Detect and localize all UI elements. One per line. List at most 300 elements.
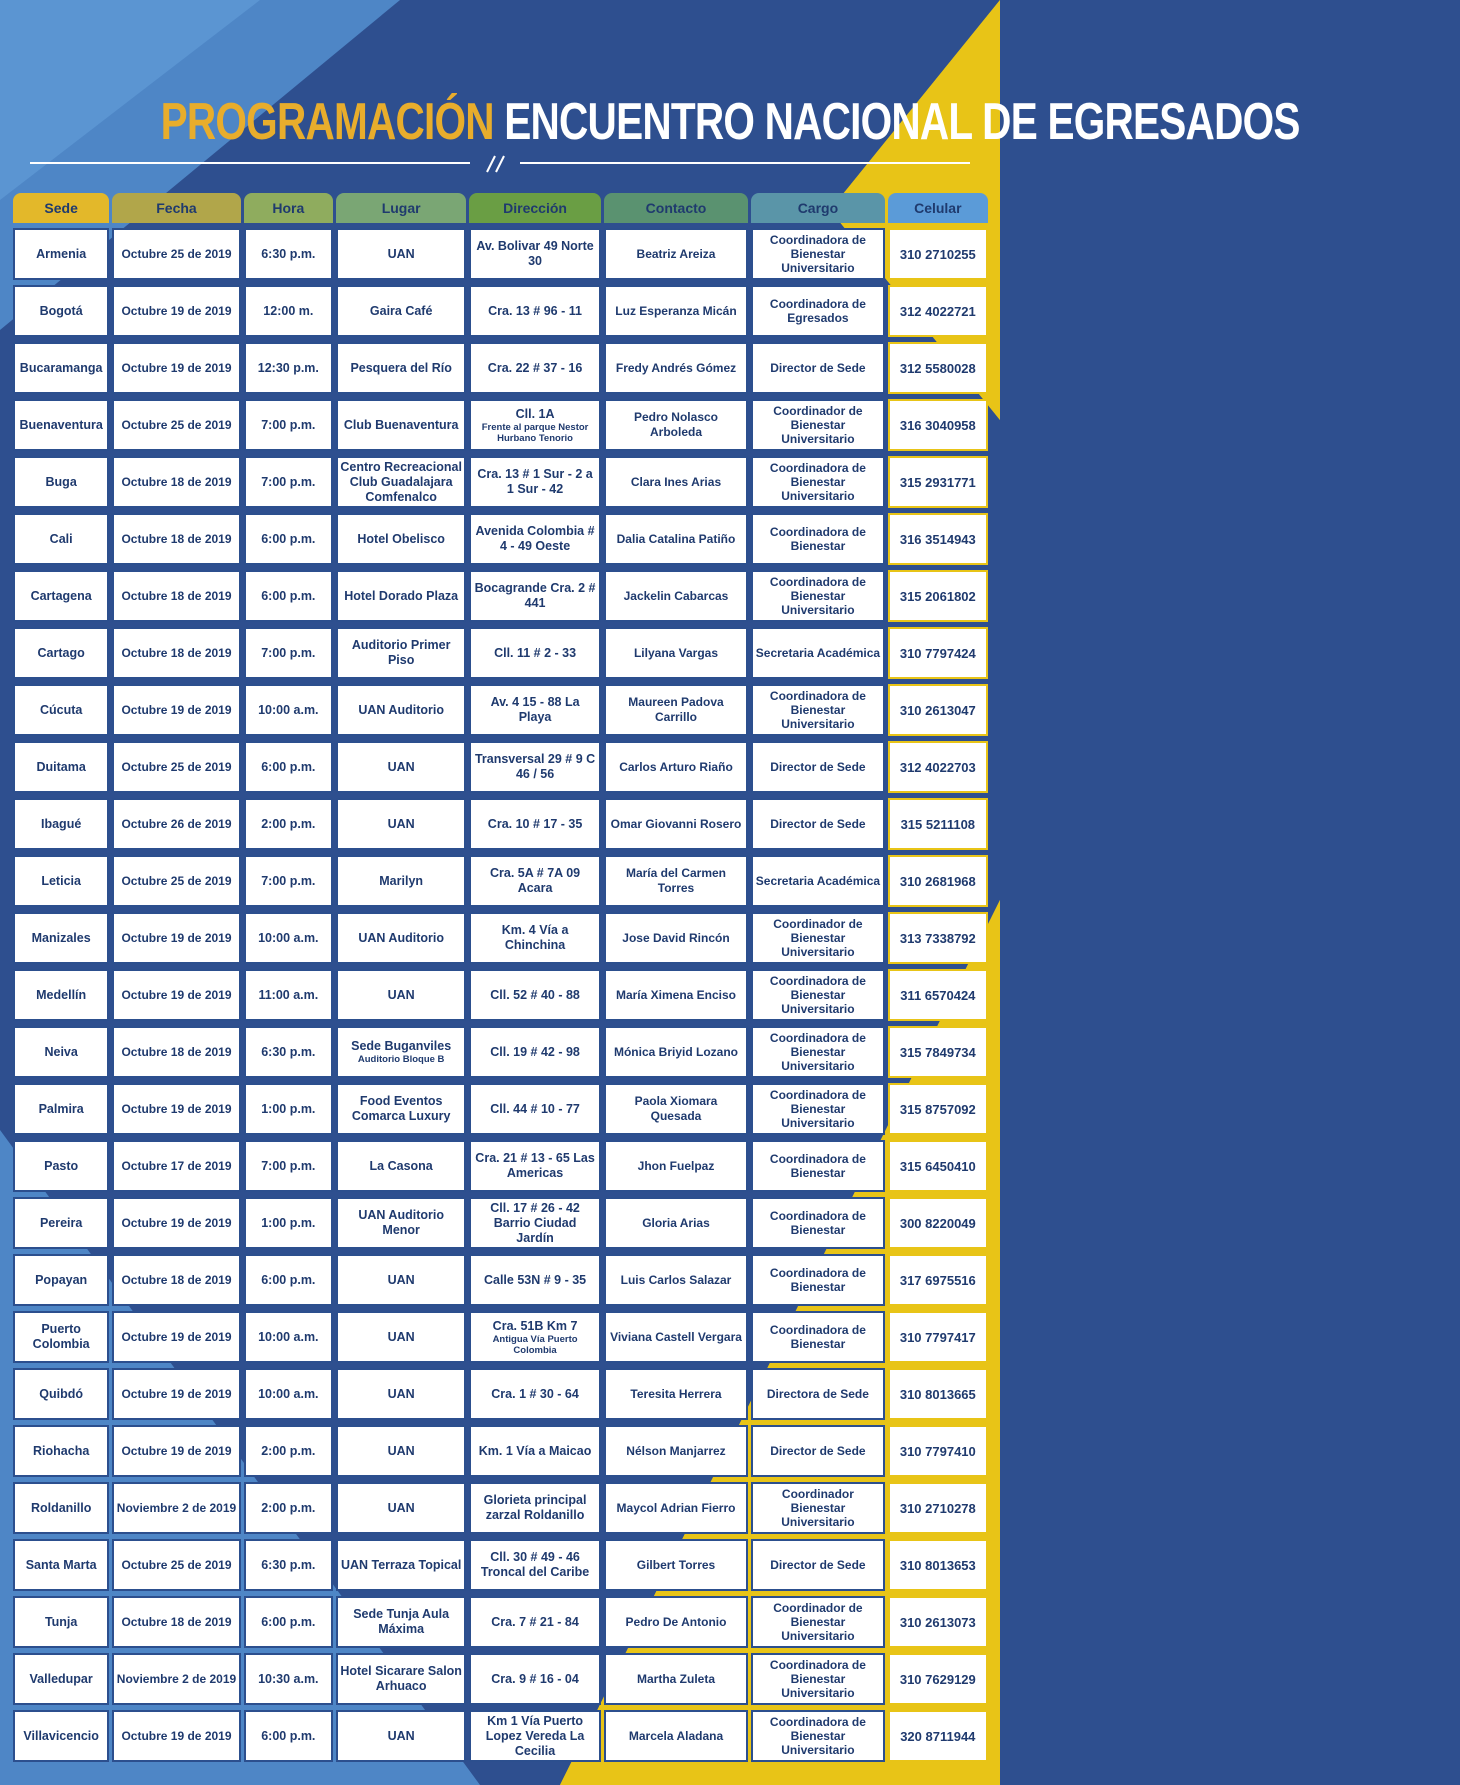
cell-hora [244, 1653, 333, 1705]
cell-celular-text: 313 7338792 [899, 930, 976, 946]
cell-lugar-text: UAN [387, 1728, 415, 1743]
cell-contacto-text: Omar Giovanni Rosero [610, 816, 742, 831]
cell-cargo-text: Coordinadora de Bienestar Universitario [769, 689, 866, 731]
cell-direccion-text: Cll. 1A [515, 406, 555, 421]
table-row [13, 399, 988, 451]
cell-direccion-text: Cll. 17 # 26 - 42 Barrio Ciudad Jardín [490, 1200, 580, 1245]
cell-direccion [469, 1311, 600, 1363]
cell-celular [888, 1026, 988, 1078]
cell-lugar-text: UAN [387, 816, 415, 831]
cell-cargo-text: Secretaria Académica [755, 646, 881, 660]
cell-direccion [469, 456, 600, 508]
cell-sede-text: Valledupar [29, 1671, 93, 1686]
cell-hora-text: 10:00 a.m. [258, 930, 319, 945]
cell-direccion-text: Cll. 11 # 2 - 33 [494, 645, 577, 660]
cell-lugar-text: Sede Buganviles [351, 1039, 452, 1053]
cell-cargo [751, 513, 884, 565]
cell-lugar-text: UAN [387, 1500, 415, 1515]
cell-direccion [469, 912, 600, 964]
cell-direccion-text: Cra. 7 # 21 - 84 [491, 1614, 579, 1629]
table-row [13, 1140, 988, 1192]
cell-lugar-text: UAN Auditorio [358, 930, 444, 945]
cell-cargo-text: Directora de Sede [766, 1387, 869, 1401]
cell-contacto [604, 798, 748, 850]
cell-sede [13, 912, 109, 964]
cell-lugar [336, 1596, 466, 1648]
cell-sede [13, 228, 109, 280]
cell-fecha [112, 1482, 240, 1534]
cell-hora [244, 1425, 333, 1477]
cell-cargo [751, 1710, 884, 1762]
cell-cargo [751, 1197, 884, 1249]
table-row [13, 684, 988, 736]
table-row [13, 798, 988, 850]
cell-hora-text: 12:30 p.m. [257, 360, 319, 375]
cell-contacto-text: Luis Carlos Salazar [620, 1272, 732, 1287]
cell-contacto [604, 456, 748, 508]
table-row [13, 456, 988, 508]
cell-lugar-text: UAN Auditorio [358, 702, 444, 717]
cell-lugar [336, 1311, 466, 1363]
table-row [13, 741, 988, 793]
cell-fecha [112, 1710, 240, 1762]
cell-hora [244, 1596, 333, 1648]
cell-sede [13, 1539, 109, 1591]
cell-cargo-text: Coordinadora de Bienestar [769, 1323, 866, 1351]
cell-fecha-text: Octubre 19 de 2019 [121, 930, 232, 945]
cell-sede-text: Buenaventura [19, 417, 103, 432]
cell-hora-text: 1:00 p.m. [261, 1101, 316, 1116]
cell-hora [244, 1140, 333, 1192]
cell-fecha-text: Octubre 18 de 2019 [121, 531, 232, 546]
cell-direccion [469, 1083, 600, 1135]
page-title [0, 92, 1300, 152]
cell-celular-text: 310 7797417 [899, 1329, 976, 1345]
cell-sede-text: Popayan [35, 1272, 88, 1287]
cell-contacto-text: Jackelin Cabarcas [623, 588, 729, 603]
cell-hora [244, 1197, 333, 1249]
cell-fecha [112, 1653, 240, 1705]
column-header-sede: Sede [13, 193, 109, 223]
cell-contacto [604, 1254, 748, 1306]
table-row [13, 1026, 988, 1078]
cell-fecha-text: Octubre 19 de 2019 [121, 1386, 232, 1401]
cell-fecha [112, 1083, 240, 1135]
cell-cargo-text: Coordinadora de Bienestar Universitario [769, 461, 866, 503]
cell-fecha-text: Octubre 19 de 2019 [121, 1329, 232, 1344]
cell-lugar [336, 1425, 466, 1477]
cell-cargo [751, 399, 884, 451]
cell-celular [888, 741, 988, 793]
cell-lugar-text: Club Buenaventura [343, 417, 459, 432]
cell-sede [13, 1140, 109, 1192]
cell-celular [888, 1083, 988, 1135]
cell-direccion [469, 570, 600, 622]
table-row [13, 228, 988, 280]
cell-hora-text: 6:30 p.m. [261, 1044, 316, 1059]
schedule-table-container [13, 188, 988, 1767]
cell-contacto-text: María Ximena Enciso [615, 987, 737, 1002]
cell-cargo [751, 855, 884, 907]
cell-lugar [336, 1083, 466, 1135]
cell-lugar [336, 684, 466, 736]
cell-contacto [604, 684, 748, 736]
cell-contacto-text: Pedro Nolasco Arboleda [633, 410, 718, 439]
cell-direccion [469, 1425, 600, 1477]
table-row [13, 342, 988, 394]
cell-celular [888, 1653, 988, 1705]
cell-lugar [336, 285, 466, 337]
cell-direccion [469, 798, 600, 850]
cell-sede-text: Ibagué [41, 816, 82, 831]
cell-contacto-text: Fredy Andrés Gómez [615, 360, 737, 375]
cell-lugar [336, 741, 466, 793]
cell-lugar-text: UAN Terraza Topical [340, 1557, 462, 1572]
table-row [13, 1710, 988, 1762]
cell-hora-text: 6:00 p.m. [261, 1614, 316, 1629]
cell-celular [888, 912, 988, 964]
cell-hora [244, 285, 333, 337]
cell-lugar [336, 1539, 466, 1591]
cell-fecha [112, 513, 240, 565]
cell-lugar [336, 969, 466, 1021]
cell-hora-text: 6:00 p.m. [261, 1272, 316, 1287]
cell-sede [13, 741, 109, 793]
cell-fecha [112, 456, 240, 508]
cell-direccion [469, 1254, 600, 1306]
table-row [13, 513, 988, 565]
cell-lugar [336, 855, 466, 907]
cell-cargo-text: Coordinadora de Bienestar [769, 1266, 866, 1294]
cell-lugar-text: Centro Recreacional Club Guadalajara Comfenalco [340, 459, 462, 504]
cell-hora-text: 7:00 p.m. [261, 645, 316, 660]
column-header-fecha: Fecha [112, 193, 240, 223]
cell-cargo [751, 1254, 884, 1306]
cell-lugar-text: Sede Tunja Aula Máxima [353, 1607, 450, 1636]
cell-fecha [112, 1539, 240, 1591]
cell-hora-text: 6:00 p.m. [261, 588, 316, 603]
cell-lugar [336, 456, 466, 508]
cell-fecha [112, 1197, 240, 1249]
cell-hora-text: 6:00 p.m. [261, 1728, 316, 1743]
cell-hora [244, 969, 333, 1021]
table-row [13, 570, 988, 622]
cell-fecha [112, 1026, 240, 1078]
cell-fecha-text: Octubre 18 de 2019 [121, 1272, 232, 1287]
cell-direccion-text: Cra. 5A # 7A 09 Acara [490, 866, 581, 895]
cell-celular-text: 315 2931771 [899, 474, 976, 490]
cell-sede [13, 1311, 109, 1363]
cell-celular-text: 300 8220049 [899, 1215, 976, 1231]
cell-sede-text: Leticia [41, 873, 81, 888]
cell-direccion [469, 741, 600, 793]
cell-contacto-text: Gilbert Torres [636, 1557, 716, 1572]
cell-sede-text: Cartagena [30, 588, 92, 603]
cell-celular-text: 311 6570424 [900, 987, 976, 1003]
cell-hora-text: 2:00 p.m. [261, 1500, 316, 1515]
cell-sede [13, 627, 109, 679]
cell-fecha [112, 1140, 240, 1192]
cell-fecha-text: Octubre 19 de 2019 [121, 1215, 232, 1230]
cell-fecha-text: Octubre 17 de 2019 [121, 1158, 232, 1173]
cell-cargo-text: Director de Sede [770, 1558, 866, 1572]
cell-lugar [336, 513, 466, 565]
cell-contacto [604, 741, 748, 793]
cell-contacto [604, 399, 748, 451]
cell-lugar-text: Auditorio Primer Piso [351, 638, 451, 667]
cell-cargo-text: Coordinadora de Bienestar Universitario [769, 233, 866, 275]
cell-contacto [604, 513, 748, 565]
cell-hora [244, 1026, 333, 1078]
cell-direccion [469, 1026, 600, 1078]
cell-cargo-text: Director de Sede [770, 817, 866, 831]
cell-sede [13, 342, 109, 394]
cell-lugar-text: La Casona [369, 1158, 433, 1173]
cell-direccion [469, 1197, 600, 1249]
cell-cargo-text: Coordinadora de Bienestar Universitario [769, 1031, 866, 1073]
cell-cargo [751, 684, 884, 736]
cell-sede-text: Bogotá [39, 303, 83, 318]
cell-sede-text: Cúcuta [39, 702, 83, 717]
cell-celular [888, 855, 988, 907]
cell-fecha-text: Octubre 26 de 2019 [121, 816, 232, 831]
cell-celular [888, 684, 988, 736]
cell-contacto [604, 627, 748, 679]
cell-direccion [469, 1368, 600, 1420]
cell-fecha-text: Octubre 19 de 2019 [121, 1101, 232, 1116]
cell-direccion [469, 399, 600, 451]
cell-hora-text: 6:00 p.m. [261, 531, 316, 546]
cell-hora [244, 228, 333, 280]
cell-sede-text: Roldanillo [30, 1500, 92, 1515]
cell-sede-text: Tunja [44, 1614, 78, 1629]
cell-direccion [469, 1482, 600, 1534]
cell-cargo [751, 912, 884, 964]
cell-celular-text: 310 7629129 [899, 1671, 976, 1687]
cell-hora-text: 7:00 p.m. [261, 417, 316, 432]
table-row [13, 1425, 988, 1477]
cell-contacto-text: Mónica Briyid Lozano [613, 1044, 738, 1059]
cell-celular [888, 1425, 988, 1477]
cell-contacto [604, 969, 748, 1021]
cell-hora-text: 7:00 p.m. [261, 474, 316, 489]
cell-direccion-text: Calle 53N # 9 - 35 [483, 1272, 587, 1287]
cell-direccion-text: Cra. 22 # 37 - 16 [487, 360, 583, 375]
cell-celular [888, 1596, 988, 1648]
cell-celular-text: 316 3040958 [899, 417, 976, 433]
cell-celular [888, 228, 988, 280]
cell-lugar-text: Pesquera del Río [350, 360, 452, 375]
cell-celular-text: 312 5580028 [899, 360, 976, 376]
cell-sede-text: Pereira [39, 1215, 83, 1230]
cell-celular [888, 1254, 988, 1306]
cell-celular-text: 312 4022703 [899, 759, 976, 775]
cell-celular-text: 310 2613047 [899, 702, 976, 718]
cell-celular [888, 1482, 988, 1534]
cell-fecha-text: Octubre 18 de 2019 [121, 1044, 232, 1059]
cell-fecha [112, 798, 240, 850]
cell-contacto-text: Dalia Catalina Patiño [616, 531, 736, 546]
cell-cargo-text: Coordinadora de Bienestar Universitario [769, 1715, 866, 1757]
cell-cargo-text: Coordinadora de Bienestar [769, 1209, 866, 1237]
cell-lugar [336, 1026, 466, 1078]
cell-direccion-text: Cll. 19 # 42 - 98 [490, 1044, 580, 1059]
cell-hora-text: 6:00 p.m. [261, 759, 316, 774]
cell-celular-text: 310 2681968 [899, 873, 976, 889]
cell-fecha [112, 399, 240, 451]
cell-fecha-text: Octubre 18 de 2019 [121, 474, 232, 489]
cell-contacto-text: Martha Zuleta [636, 1671, 715, 1686]
title-underline-right [520, 162, 970, 164]
cell-cargo-text: Secretaria Académica [755, 874, 881, 888]
title-main: ENCUENTRO NACIONAL DE EGRESADOS [493, 93, 1300, 151]
cell-fecha [112, 1368, 240, 1420]
cell-celular [888, 1539, 988, 1591]
cell-celular-text: 310 2613073 [899, 1614, 976, 1630]
cell-contacto [604, 912, 748, 964]
cell-celular-text: 310 7797424 [899, 645, 976, 661]
cell-sede-text: Quibdó [39, 1386, 84, 1401]
cell-fecha-text: Octubre 19 de 2019 [121, 987, 232, 1002]
cell-hora [244, 1254, 333, 1306]
cell-contacto-text: Marcela Aladana [628, 1728, 724, 1743]
cell-sede-text: Bucaramanga [19, 360, 103, 375]
table-row [13, 1596, 988, 1648]
cell-fecha-text: Octubre 19 de 2019 [121, 303, 232, 318]
schedule-table [10, 188, 991, 1767]
cell-direccion-text: Cra. 10 # 17 - 35 [487, 816, 583, 831]
cell-cargo [751, 570, 884, 622]
cell-hora [244, 513, 333, 565]
column-header-direcci-n: Dirección [469, 193, 600, 223]
cell-contacto [604, 1026, 748, 1078]
cell-direccion-subtext: Antigua Vía Puerto Colombia [492, 1333, 578, 1356]
cell-direccion-text: Cra. 1 # 30 - 64 [491, 1386, 579, 1401]
cell-lugar [336, 1482, 466, 1534]
cell-celular [888, 570, 988, 622]
cell-direccion-text: Av. Bolivar 49 Norte 30 [476, 239, 594, 268]
cell-fecha [112, 1425, 240, 1477]
cell-hora [244, 456, 333, 508]
cell-hora-text: 7:00 p.m. [261, 1158, 316, 1173]
cell-lugar-text: UAN [387, 759, 415, 774]
cell-sede [13, 570, 109, 622]
cell-cargo-text: Coordinador de Bienestar Universitario [773, 404, 863, 446]
cell-cargo [751, 741, 884, 793]
cell-hora [244, 399, 333, 451]
cell-hora [244, 855, 333, 907]
column-header-contacto: Contacto [604, 193, 748, 223]
cell-sede-text: Buga [45, 474, 77, 489]
cell-fecha [112, 1596, 240, 1648]
cell-lugar-text: UAN [387, 1386, 415, 1401]
cell-fecha-text: Octubre 25 de 2019 [121, 873, 232, 888]
cell-direccion-text: Av. 4 15 - 88 La Playa [490, 695, 580, 724]
cell-celular-text: 310 8013665 [899, 1386, 976, 1402]
cell-sede-text: Villavicencio [23, 1728, 99, 1743]
table-row [13, 1311, 988, 1363]
cell-lugar [336, 1197, 466, 1249]
cell-cargo [751, 285, 884, 337]
cell-celular-text: 310 2710278 [899, 1500, 976, 1516]
cell-direccion [469, 1596, 600, 1648]
column-header-celular: Celular [888, 193, 988, 223]
cell-hora-text: 6:30 p.m. [261, 246, 316, 261]
cell-sede [13, 399, 109, 451]
cell-sede [13, 1368, 109, 1420]
cell-sede-text: Manizales [31, 930, 91, 945]
cell-sede [13, 798, 109, 850]
cell-fecha [112, 342, 240, 394]
cell-contacto [604, 570, 748, 622]
table-row [13, 1482, 988, 1534]
cell-hora [244, 684, 333, 736]
cell-celular-text: 310 7797410 [899, 1443, 976, 1459]
table-row [13, 1539, 988, 1591]
cell-contacto [604, 228, 748, 280]
cell-fecha-text: Octubre 18 de 2019 [121, 588, 232, 603]
cell-lugar [336, 798, 466, 850]
cell-sede [13, 1254, 109, 1306]
cell-fecha-text: Octubre 25 de 2019 [121, 246, 232, 261]
cell-direccion [469, 1710, 600, 1762]
cell-cargo-text: Coordinadora de Bienestar Universitario [769, 974, 866, 1016]
cell-contacto-text: Jhon Fuelpaz [637, 1158, 715, 1173]
cell-lugar [336, 627, 466, 679]
cell-cargo-text: Coordinador de Bienestar Universitario [773, 917, 863, 959]
cell-cargo-text: Director de Sede [770, 361, 866, 375]
cell-sede-text: Palmira [38, 1101, 84, 1116]
cell-lugar-text: UAN [387, 1329, 415, 1344]
cell-contacto [604, 1425, 748, 1477]
cell-cargo-text: Coordinadora de Bienestar Universitario [769, 1658, 866, 1700]
cell-contacto [604, 1140, 748, 1192]
cell-hora [244, 741, 333, 793]
cell-hora [244, 1311, 333, 1363]
cell-contacto-text: Luz Esperanza Micán [615, 303, 737, 318]
table-header-row [13, 193, 988, 223]
cell-fecha-text: Noviembre 2 de 2019 [116, 1500, 237, 1515]
cell-cargo-text: Coordinadora de Bienestar Universitario [769, 575, 866, 617]
cell-hora [244, 1539, 333, 1591]
cell-sede-text: Pasto [44, 1158, 79, 1173]
cell-celular [888, 798, 988, 850]
cell-direccion-text: Km. 4 Vía a Chinchina [501, 923, 569, 952]
cell-fecha-text: Octubre 25 de 2019 [121, 417, 232, 432]
cell-cargo [751, 1596, 884, 1648]
cell-direccion-text: Cll. 44 # 10 - 77 [490, 1101, 580, 1116]
cell-sede [13, 855, 109, 907]
cell-contacto-text: María del Carmen Torres [625, 866, 727, 895]
cell-fecha [112, 1311, 240, 1363]
cell-hora [244, 342, 333, 394]
cell-sede [13, 1083, 109, 1135]
cell-sede [13, 1197, 109, 1249]
cell-contacto-text: Nélson Manjarrez [626, 1443, 726, 1458]
cell-contacto-text: Clara Ines Arias [630, 474, 722, 489]
cell-contacto-text: Pedro De Antonio [625, 1614, 727, 1629]
cell-lugar-text: Hotel Sicarare Salon Arhuaco [340, 1664, 462, 1693]
cell-contacto [604, 1596, 748, 1648]
cell-contacto [604, 1368, 748, 1420]
cell-cargo [751, 1368, 884, 1420]
cell-hora [244, 798, 333, 850]
cell-cargo-text: Coordinadora de Egresados [769, 297, 866, 325]
cell-lugar [336, 1140, 466, 1192]
cell-celular [888, 969, 988, 1021]
cell-direccion [469, 684, 600, 736]
cell-direccion [469, 285, 600, 337]
